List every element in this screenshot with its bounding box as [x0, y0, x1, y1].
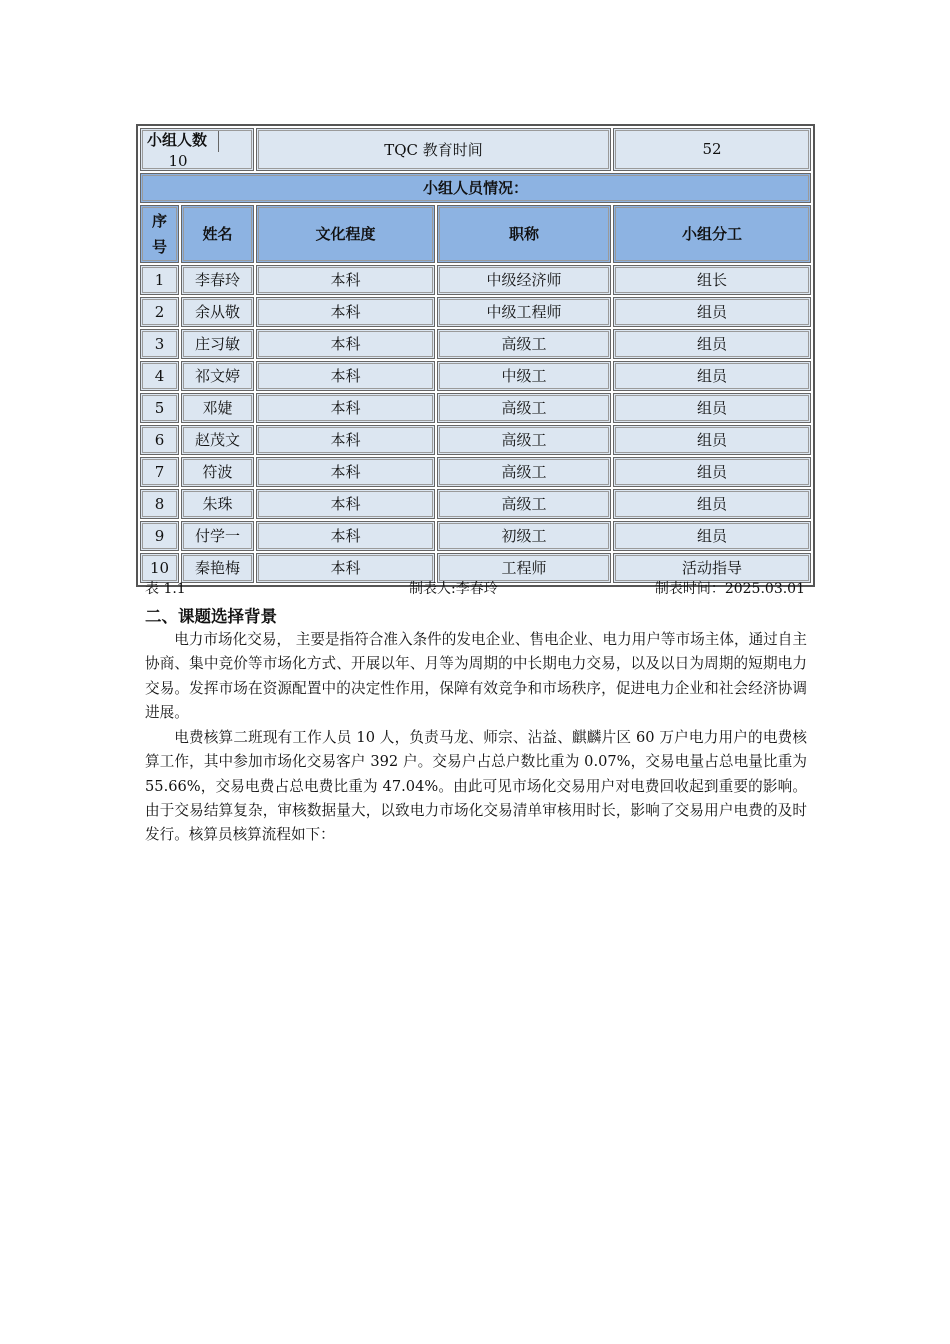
member-seq-cell: 10 — [140, 553, 179, 583]
member-row — [140, 361, 811, 391]
member-title-cell: 工程师 — [437, 553, 611, 583]
member-name-cell: 付学一 — [181, 521, 254, 551]
member-education-cell: 本科 — [256, 393, 435, 423]
member-title-cell: 高级工 — [437, 489, 611, 519]
members-title-row — [140, 173, 811, 203]
member-education-cell: 本科 — [256, 329, 435, 359]
member-title-cell: 中级经济师 — [437, 265, 611, 295]
member-name-cell: 朱珠 — [181, 489, 254, 519]
member-role-cell: 组员 — [613, 329, 811, 359]
member-row — [140, 393, 811, 423]
member-title-cell: 高级工 — [437, 329, 611, 359]
col-header-seq-bottom: 号 — [151, 237, 167, 256]
member-seq-cell: 3 — [140, 329, 179, 359]
member-seq-cell: 9 — [140, 521, 179, 551]
member-seq-cell: 1 — [140, 265, 179, 295]
member-row — [140, 457, 811, 487]
member-name-cell: 庄习敏 — [181, 329, 254, 359]
member-seq-cell: 8 — [140, 489, 179, 519]
member-seq-cell: 4 — [140, 361, 179, 391]
member-row — [140, 425, 811, 455]
member-seq-cell: 7 — [140, 457, 179, 487]
col-header-seq — [140, 205, 179, 263]
member-role-cell: 组员 — [613, 521, 811, 551]
member-title-cell: 高级工 — [437, 425, 611, 455]
member-education-cell: 本科 — [256, 297, 435, 327]
member-seq-cell: 6 — [140, 425, 179, 455]
paragraph-team-background: 电费核算二班现有工作人员 10 人，负责马龙、师宗、沾益、麒麟片区 60 万户电力用户的电费核算工作，其中参加市场化交易客户 392 户。交易户占总户数比重为 0.07%，交易电量占总电量比重为 55.66%，交易电费占总电费比重为 47.04%。由此可见市场化交易用户对电费回收起到重要的影响。由于交易结算复杂，审核数据量大，以致电力市场化交易清单审核用时长，影响了交易用户电费的及时发行。核算员核算流程如下： — [145, 729, 807, 844]
col-header-education: 文化程度 — [256, 205, 435, 263]
member-education-cell: 本科 — [256, 521, 435, 551]
member-seq-cell: 2 — [140, 297, 179, 327]
member-role-cell: 组员 — [613, 489, 811, 519]
group-size-label-text: 小组人数 — [147, 131, 208, 149]
tqc-time-label: TQC 教育时间 — [256, 128, 611, 171]
member-role-cell: 组员 — [613, 361, 811, 391]
member-role-cell: 活动指导 — [613, 553, 811, 583]
tqc-time-value: 52 — [613, 128, 811, 171]
member-name-cell: 邓婕 — [181, 393, 254, 423]
team-members-table-wrapper — [136, 124, 813, 587]
cell-divider — [218, 130, 220, 152]
member-row — [140, 521, 811, 551]
member-education-cell: 本科 — [256, 425, 435, 455]
summary-row — [140, 128, 811, 171]
member-title-cell: 高级工 — [437, 457, 611, 487]
member-name-cell: 符波 — [181, 457, 254, 487]
member-rows — [140, 265, 811, 583]
member-role-cell: 组员 — [613, 457, 811, 487]
member-row — [140, 265, 811, 295]
member-title-cell: 初级工 — [437, 521, 611, 551]
col-header-name: 姓名 — [181, 205, 254, 263]
column-header-row — [140, 205, 811, 263]
member-education-cell: 本科 — [256, 457, 435, 487]
member-role-cell: 组员 — [613, 297, 811, 327]
member-role-cell: 组员 — [613, 393, 811, 423]
member-row — [140, 489, 811, 519]
member-education-cell: 本科 — [256, 553, 435, 583]
member-seq-cell: 5 — [140, 393, 179, 423]
member-education-cell: 本科 — [256, 265, 435, 295]
paragraph-market-trading: 电力市场化交易， 主要是指符合准入条件的发电企业、售电企业、电力用户等市场主体，通过自主协商、集中竞价等市场化方式、开展以年、月等为周期的中长期电力交易，以及以日为周期的短期电力交易。发挥市场在资源配置中的决定性作用，保障有效竞争和市场秩序，促进电力企业和社会经济协调进展。 — [145, 631, 807, 721]
member-row — [140, 297, 811, 327]
table-number: 表 1.1 — [145, 581, 186, 597]
table-date: 制表时间：2025.03.01 — [654, 581, 805, 597]
member-name-cell: 李春玲 — [181, 265, 254, 295]
member-role-cell: 组员 — [613, 425, 811, 455]
section-heading: 二、课题选择背景 — [145, 607, 277, 626]
member-row — [140, 329, 811, 359]
member-name-cell: 余从敬 — [181, 297, 254, 327]
member-title-cell: 高级工 — [437, 393, 611, 423]
team-members-table — [136, 124, 815, 587]
col-header-role: 小组分工 — [613, 205, 811, 263]
member-education-cell: 本科 — [256, 489, 435, 519]
col-header-seq-top: 序 — [151, 211, 167, 230]
member-name-cell: 赵茂文 — [181, 425, 254, 455]
member-name-cell: 秦艳梅 — [181, 553, 254, 583]
col-header-title: 职称 — [437, 205, 611, 263]
group-size-label — [140, 128, 254, 171]
members-title: 小组人员情况： — [140, 173, 811, 203]
member-title-cell: 中级工程师 — [437, 297, 611, 327]
member-education-cell: 本科 — [256, 361, 435, 391]
member-name-cell: 祁文婷 — [181, 361, 254, 391]
member-role-cell: 组长 — [613, 265, 811, 295]
table-caption — [145, 578, 805, 600]
table-maker: 制表人:李春玲 — [409, 581, 498, 597]
member-title-cell: 中级工 — [437, 361, 611, 391]
group-size-value: 10 — [168, 151, 188, 170]
